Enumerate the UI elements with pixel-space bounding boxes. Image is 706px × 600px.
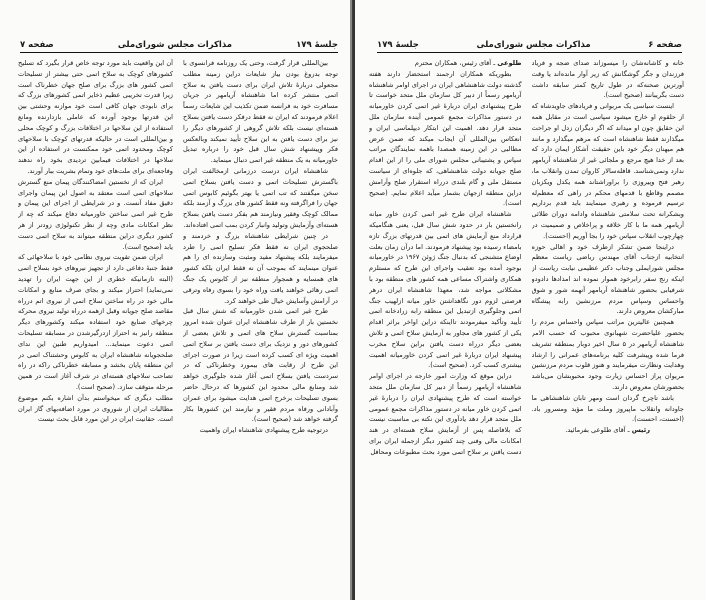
continuation-text: خانه و کاشانه‌شان را میسوزاند صدای ضجه و فریاد فرزندان و جگر گوشگانش که زیر آوار مانده‌اند یا وقت آورترین صحنه‌که در طول تاریخ کمتر سابقه داشت دست بگریبانند (صحیح است). bbox=[531, 59, 684, 100]
paragraph bbox=[532, 242, 685, 318]
header-title: مذاکرات مجلس شورای‌ملی bbox=[476, 40, 591, 50]
header-session: جلسهٔ ۱۷۹ bbox=[296, 40, 338, 50]
paragraph-text: دراین موقع که وزارت امور خارجه در اجرای اوامر شاهنشاه آریامهر رسماً از دبیر کل سازمان ملل متحد خواسته است که طرح پیشنهادی ایران را دربارهٔ غیر اتمی کردن خاور میانه در دستور مذاکرات مجمع عمومی ملل متحد قرار دهد یادآوری این نکته بی مناسبت نیست که بلافاصله پس از آزمایش سلاح هسته‌ای در هند امکانات مالی وفنی چند کشور دیگر ازجمله ایران برای دست یافتن بر سلاح اتمی مورد بحث مطبوعات ومحافل bbox=[369, 372, 522, 456]
paragraph-text: همچنین عالیترین مراتب سپاس واحساس مردم را بحضور علیاحضرت شهبانوی محبوب که حسب الامر شاهنشاه آریامهر در ۵ سال اخیر دوبار بمنطقه تشریف فرما شده وپیشرفت کلیه برنامه‌های عمرانی را ارشاد وهدایت ونظارت میفرمایند و هنوز قلوب مردم مرزنشین مریوان پراز احساس زیارت وجود محبوبشان می‌باشد بحضورشان معروض دارند. bbox=[531, 318, 684, 391]
speaker-line bbox=[532, 425, 685, 436]
text-columns bbox=[369, 58, 684, 586]
page-6 bbox=[353, 0, 706, 600]
speaker-text: ـ آقای طلوعی بفرمائید. bbox=[565, 426, 630, 435]
column-right bbox=[183, 58, 338, 586]
paragraph: آن این واقعیت باید مورد توجه خاص قرار بگیرد که تسلیح کشورهای کوچک به سلاح اتمی حتی بیشتر از تسلیحات اتمی کشور های بزرگ برای صلح جهان خطرناک است زیرا قدرت تخریبی عظیم ذخایر اتمی کشورهای بزرگ که برای نابودی جهان کافی است خود موازنه وحشتی بین این قدرتها بوجود آورده که عاملی بازدارنده ومانع استفاده از این سلاحها در اختلافات بزرگ و کوچک محلی و بین‌المللی است در حالیکه قدرتهای کوچک با سلاحهای کوچک ومحدود اتمی خود ممکنست در استفاده از این سلاحها در اختلافات فیمابین تردیدی بخود راه ندهند وفاجعه‌ای برای ملت‌های خود وتمام بشریت ببار آورند. bbox=[18, 59, 173, 175]
column-left bbox=[18, 58, 173, 586]
speaker-line bbox=[369, 58, 522, 69]
speaker-name: رئیس bbox=[631, 426, 650, 435]
page-header bbox=[377, 36, 682, 53]
paragraph: در چنین شرایطی شاهنشاه بزرگ و خردمند و صلحجوی ایران نه فقط فکر تسلیح اتمی را طرد میفرمایند بلکه پیشنهاد مفید ومثبت وسازنده ای را هم عنوان مینمایند که بموجب آن نه فقط ایران بلکه کشور های همسایه و همجوار منطقه نیز از کابوس یک جنگ اتمی رهائی خواهند یافت وراه خود را بسوی رفاه وترقی در آرامش وآسایش خیال طی خواهند کرد. bbox=[183, 231, 338, 305]
paragraph: درتوجیه طرح پیشنهادی شاهنشاه ایران واهمیت bbox=[199, 426, 328, 435]
paragraph: شاهنشاه ایران درست درزمانی ازمخالفت ایران باگسترش تسلیحات اتمی و دست یافتن بسلاح اتمی سخن میگفتند که تب اتمی یا بهتر بگوئیم کابوس اتمی جهان را فراگرفته ونه فقط کشور های بزرگ و آزمند بلکه ممالک کوچک وفقیر ونیازمند هم بفکر دست یافتن بسلاح هسته‌ای وآزمایش وتولید وانبار کردن بمب اتمی افتاده‌اند. bbox=[183, 166, 338, 229]
paragraph bbox=[369, 69, 522, 209]
paragraph bbox=[532, 58, 685, 101]
header-title: مذاکرات مجلس شورای‌ملی bbox=[117, 40, 233, 50]
paragraph bbox=[532, 393, 685, 425]
header-page-number: صفحه ۷ bbox=[20, 40, 54, 50]
page-header bbox=[20, 36, 338, 53]
column-right bbox=[532, 58, 685, 586]
paragraph bbox=[369, 371, 522, 457]
text-columns bbox=[18, 58, 338, 586]
paragraph: مطلب دیگری که میخواستم بدآن اشاره بکنم موضوع مطالبات ایران از شوروی در مورد اضافه‌بهای گاز ایران است. حقانیت ایران در این مورد قابل بحث نیست bbox=[18, 393, 173, 424]
paragraph-text: اینست سیاسی یک مربوانی و فریادهای جاویدشاه که از حلقوم او خارج میشود سپاسی است در مقابل همه این حقایق چون او میداند که اگر دیگران زدل او جراحت میگذارند فقط شاهنشاه است که مرهم میگذارد و مانند هم میهنان دیگر خود باین حقیقت آشکار ایمان دارد که بعد از خدا هیچ مرجع و ملجائی غیر از شاهنشاه آریامهر ندارد ونمی‌شناسد. قافله‌سالار کاروان تمدن وانقلاب ما، رهبر فتح وپیروزی را براوراشتاند همه یکدل ویکزبان مصمم وقاطع با قدمهای محکم در راهی که معظم‌له ترسیم فرموده و رهبری مینمایند باید قدم برداریم وبشکرانه تحت سلامتی شاهنشاه وادامه دوران طلائی آریامهر همه ما با کار خلاقه و پراخلاص و صمیمیت در چهارچوب انقلاب سپاس خود را بجا آوریم (احسنت). bbox=[531, 102, 684, 240]
paragraph-text: شاهنشاه ایران طرح غیر اتمی کردن خاور میانه رانخستین بار در حدود شش سال قبل، یعنی هنگامیکه قرارداد منع آزمایش های اتمی بین قدرتهای بزرگ تازه بامضاء رسیده بود پیشنهاد فرمودند. اما درآن زمان بعلت اوضاع متشنجی که بدنبال جنگ ژوئن ۱۹۶۷ در خاورمیانه بوجود آمده بود تعقیب واجرای این طرح که مستلزم همکاری واشتراک مساعی همه کشور های منطقه بود با مشکلاتی مواجه شد، معهذا شاهنشاه ایران درهر فرصتی لزوم دور نگاهداشتن خاور میانه ازلهیب جنگ اتمی وجلوگیری ازتبدیل این منطقه رابه زرادخانه اتمی تأیید وتأکید میفرمودند تااینکه دراین اواخر براثر اقدام یکی از کشور های مجاور به آزمایش سلاح اتمی و تلاش بعضی دیگر درراه دست یافتن براین سلاح مخرب پیشنهاد ایران دربارهٔ غیر اتمی کردن خاورمیانه اهمیت بیشتری کسب کرد. (صحیح است). bbox=[369, 210, 522, 370]
header-page-number: صفحه ۶ bbox=[648, 40, 682, 50]
paragraph-text: باشد تاچرخ گردان است ومهر تابان شاهنشاهی ما جاودانه وانقلاب ماپیروز وملت ما مؤید ومسرور باد. (احسنت، احسنت). bbox=[531, 393, 684, 424]
speaker-text: ـ آقای رئیس، همکاران محترم bbox=[414, 59, 496, 67]
paragraph: بین‌المللی قرار گرفت، وحتی یک روزنامه فرانسوی با توجه بدروغ بودن بیاز شایعات دراین زمینه مطلب مجعولی دربارهٔ تلاش ایران برای دست یافتن به سلاح اتمی منتشر کرده اما شاهنشاه آریامهر در جریان مسافرت خود به فرانسه ضمن تکذیب این شایعات رسماً اعلام فرمودند که ایران نه فقط درفکر دست یافتن بسلاح هسته‌ای نیست بلکه تلاش گروهی از کشورهای دیگر را نیز برای دست یافتن به این سلاح تأیید نمیکند وبالعکس فکر وپیشنهاد شش سال قبل خود را درباره تبدیل خاورمیانه به یک منطقه غیر اتمی دنبال مینماید. bbox=[183, 59, 338, 165]
paragraph: ایران که از نخستین امضاکنندگان پیمان منع گسترش سلاحهای اتمی است معتقد به اصول این پیمان واجرای دقیق مفاد آنست. و در شرایطی از اجرای این پیمان و طرح غیر اتمی ساختن خاورمیانه دفاع میکند که چه از نظر امکانات مادی وچه از نظر تکنولوژی زودتر از هر کشور دیگری دراین منطقه میتواند به سلاح اتمی دست یابد (صحیح است). bbox=[18, 177, 173, 251]
speaker-name: طلوعی bbox=[497, 59, 522, 67]
paragraph-text: بطوریکه همکاران ارجمند استحضار دارند هفته گذشته دولت شاهنشاهی ایران در اجرای اوامر شاهنشاه آریامهر رسماً از دبیر کل سازمان ملل متحد خواست تا طرح پیشنهادی ایران دربارهٔ غیر اتمی کردن خاورمیانه در دستور مذاکرات مجمع عمومی آینده سازمان ملل متحد قرار دهد. اهمیت این ابتکار دیپلماسی ایران و انعکاس بین‌المللی آن ایجاب میکند که ضمن عرض مطالبی در این زمینه همصدا باهمه نمایندگان مراتب سپاس و پشتیبانی مجلس شورای ملی را از این اقدام صلح جویانه دولت شاهنشاهی، که جلوه‌ای از سیاست مستقل ملی و گام بلندی درراه استقرار صلح وآرامش دراین منطقه ازجهان بشمار میآید اعلام نمایم. (صحیح است). bbox=[369, 69, 522, 208]
paragraph: ایران ضمن تقویت نیروی نظامی خود با سلاحهائی که فقط جنبهٔ دفاعی دارد از تجهیز نیروهای خود بسلاح اتمی (البته تازمانیکه خطری از این جهت ایران را تهدید نمی‌نماید) احتراز میکند و بجای صرف منابع و امکانات مالی خود در راه ساختن سلاح اتمی از نیروی اتم درراه مقاصد صلح جویانه وقبل ازهمه درراه تولید نیروی محرکه چرخهای صنایع خود استفاده میکند وکشورهای دیگر منطقه رانیز به احتراز ازدرگیرشدن در مسابقه تسلیحات اتمی دعوت مینماید... امیدواریم طنین این ندای صلحجویانه شاهنشاه ایران به کابوس وحشتناک اتمی در این منطقه پایان بخشد و مسابقه خطرناکی راکه در راه تصاحب سلاحهای هسته‌ای در شرف آغاز است در همین مرحله متوقف سازد. (صحیح است). bbox=[18, 253, 173, 391]
paragraph: طرح غیر اتمی شدن خاورمیانه که شش سال قبل نخستین بار از طرف شاهنشاه ایران عنوان شده امروز بمناسبت گسترش سلاح های اتمی و تلاش بعضی از کشورهای دور و نزدیک برای دست یافتن بر سلاح اتمی اهمیت ویژه ای کسب کرده است زیرا در صورت اجرای این طرح از رقابت های بیمورد وخطرناکی که در سردست یافتن بسلاح اتمی آغاز شده جلوگیری خواهد شد ومنابع مالی محدود این کشورها که درحال حاضر بسوی تسلیحات برخرج اتمی هدایت میشود برای عمران وآبادانی ورفاه مردم فقیر و نیازمند این کشورها بکار گرفته خواهد شد (صحیح است). bbox=[183, 307, 338, 424]
paragraph bbox=[532, 101, 685, 241]
paragraph bbox=[369, 209, 522, 371]
column-left bbox=[369, 58, 522, 586]
header-session: جلسهٔ ۱۷۹ bbox=[377, 40, 419, 50]
paragraph-text: دراینجا ضمن تشکر ازطرف خود و اهالی حوزه انتخابیه ازجناب آقای مهندس ریاضی ریاست معظم مجلس شورایملی وجناب دکتر عظیمی نیابت ریاست از اینکه رنج سفر رابرخود هموار نموده اند امدادها دادودو شرفیابی بحضور شاهنشاه آریامهر آنهمه شور و شوق واحساس وسپاس مردم مرزنشین رابه پیشگاه مبارکشان معروض دارند. bbox=[531, 242, 684, 316]
paragraph bbox=[532, 317, 685, 393]
